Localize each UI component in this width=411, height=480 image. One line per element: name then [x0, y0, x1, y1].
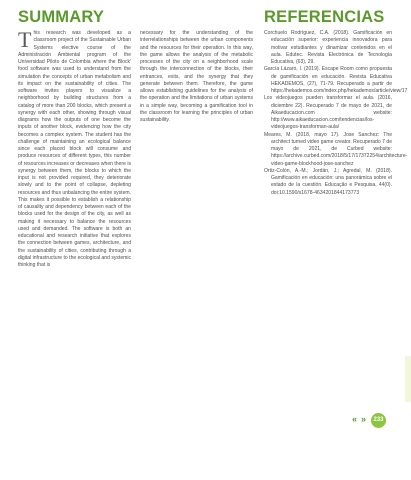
reference-item: Ortiz-Colón, A.-M.; Jordán, J.; Agredal, M. (2018). Gamificación en educación: una panorámica sobre el estado de la cuestión. Educação e Pesquisa, 44(0). doi:10.1590/s1678-4634201844173773	[264, 167, 392, 196]
summary-paragraph-2: necessary for the understanding of the interrelationships between the urban components and the resources for their operation. In this way, the game allows the analysis of the metabolic processes of the city on a neighborhood scale through the interconnection of the blocks, their entrances, exits, and the synergy that they generate between them. Therefore, the game allows establishing guidelines for the analysis of the operation and the limitations of urban systems in a simple way, becoming a gamification tool in the classroom for learning the principles of urban sustainability.	[140, 30, 253, 123]
double-chevron-left-icon[interactable]: «	[352, 414, 358, 424]
reference-item: Meares, M. (2018, mayo 17). Jose Sanchez: The architect turned video game creator. Recuperado 7 de mayo de 2021, de Curbed website: https://archive.curbed.com/2018/5/17/17372254/architecture-video-game-blockhood-jose-sanchez	[264, 131, 408, 167]
page-navigation	[352, 413, 392, 427]
reference-item: García Lázaro, I. (2019). Escape Room como propuesta de gamificación en educación. Revista Educativa HEKADEMOS, (27), 71-79. Recuperado a partir de https://hekademos.com/index.php/hekademos/article/view/17	[264, 66, 408, 94]
summary-text-1: his research was developed as a classroom project of the Sustainable Urban Systems elective course of the Administración Ambiental program of the Universidad Piloto de Colombia where the Block' food software was used to understand from the simulation the concepts of urban metabolism and its impact on the sustainability of cities. The software invites players to visualize a neighborhood by building structures from a catalog of more than 200 blocks, which present a synergy with each other, showing through visual diagrams how the outputs of one become the inputs of another block, evidencing how the city becomes a complex system. The student has the challenge of maintaining an ecological balance since each placed block will consume and produce resources of different types, this number of resources increases or decreases when there is synergy between them, the blocks to which the input is not provided required, they deteriorate slowly and to the point of collapse, depleting resources and thus unbalancing the entire system. This makes it possible to establish a relationship of causality and dependency between each of the blocks used for the design of the city, as well as making it necessary to balance the resources used and demanded. The software is both an educational and research initiative that explores the connection between games, architecture, and the sustainability of cities, contributing through a digital infrastructure to the ecological and systemic thinking that is	[18, 30, 131, 268]
summary-heading: SUMMARY	[18, 8, 105, 26]
page-number-badge: 233	[371, 413, 386, 428]
references-heading: REFERENCIAS	[264, 8, 385, 26]
summary-column-1	[18, 27, 131, 269]
summary-column-2	[140, 30, 253, 124]
double-chevron-right-icon[interactable]: »	[361, 414, 367, 424]
edge-tab	[405, 356, 411, 402]
summary-paragraph-1	[18, 27, 131, 269]
reference-item: Los videojuegos pueden transformar el aula. (2016, diciembre 22). Recuperado 7 de mayo de 2021, de Aikaeducacion.com website: http://www.aikaeducacion.com/tendencias/los-videojuegos-transforman-aula/	[264, 95, 392, 131]
drop-cap: T	[18, 27, 32, 52]
reference-item: Corchuelo Rodríguez, C.A. (2018). Gamificación en educación superior: experiencia innovadora para motivar estudiantes y dinamizar contenidos en el aula. Edutec. Revista Electrónica de Tecnología Educativa, (63), 29.	[264, 30, 392, 65]
references-column	[264, 30, 408, 197]
